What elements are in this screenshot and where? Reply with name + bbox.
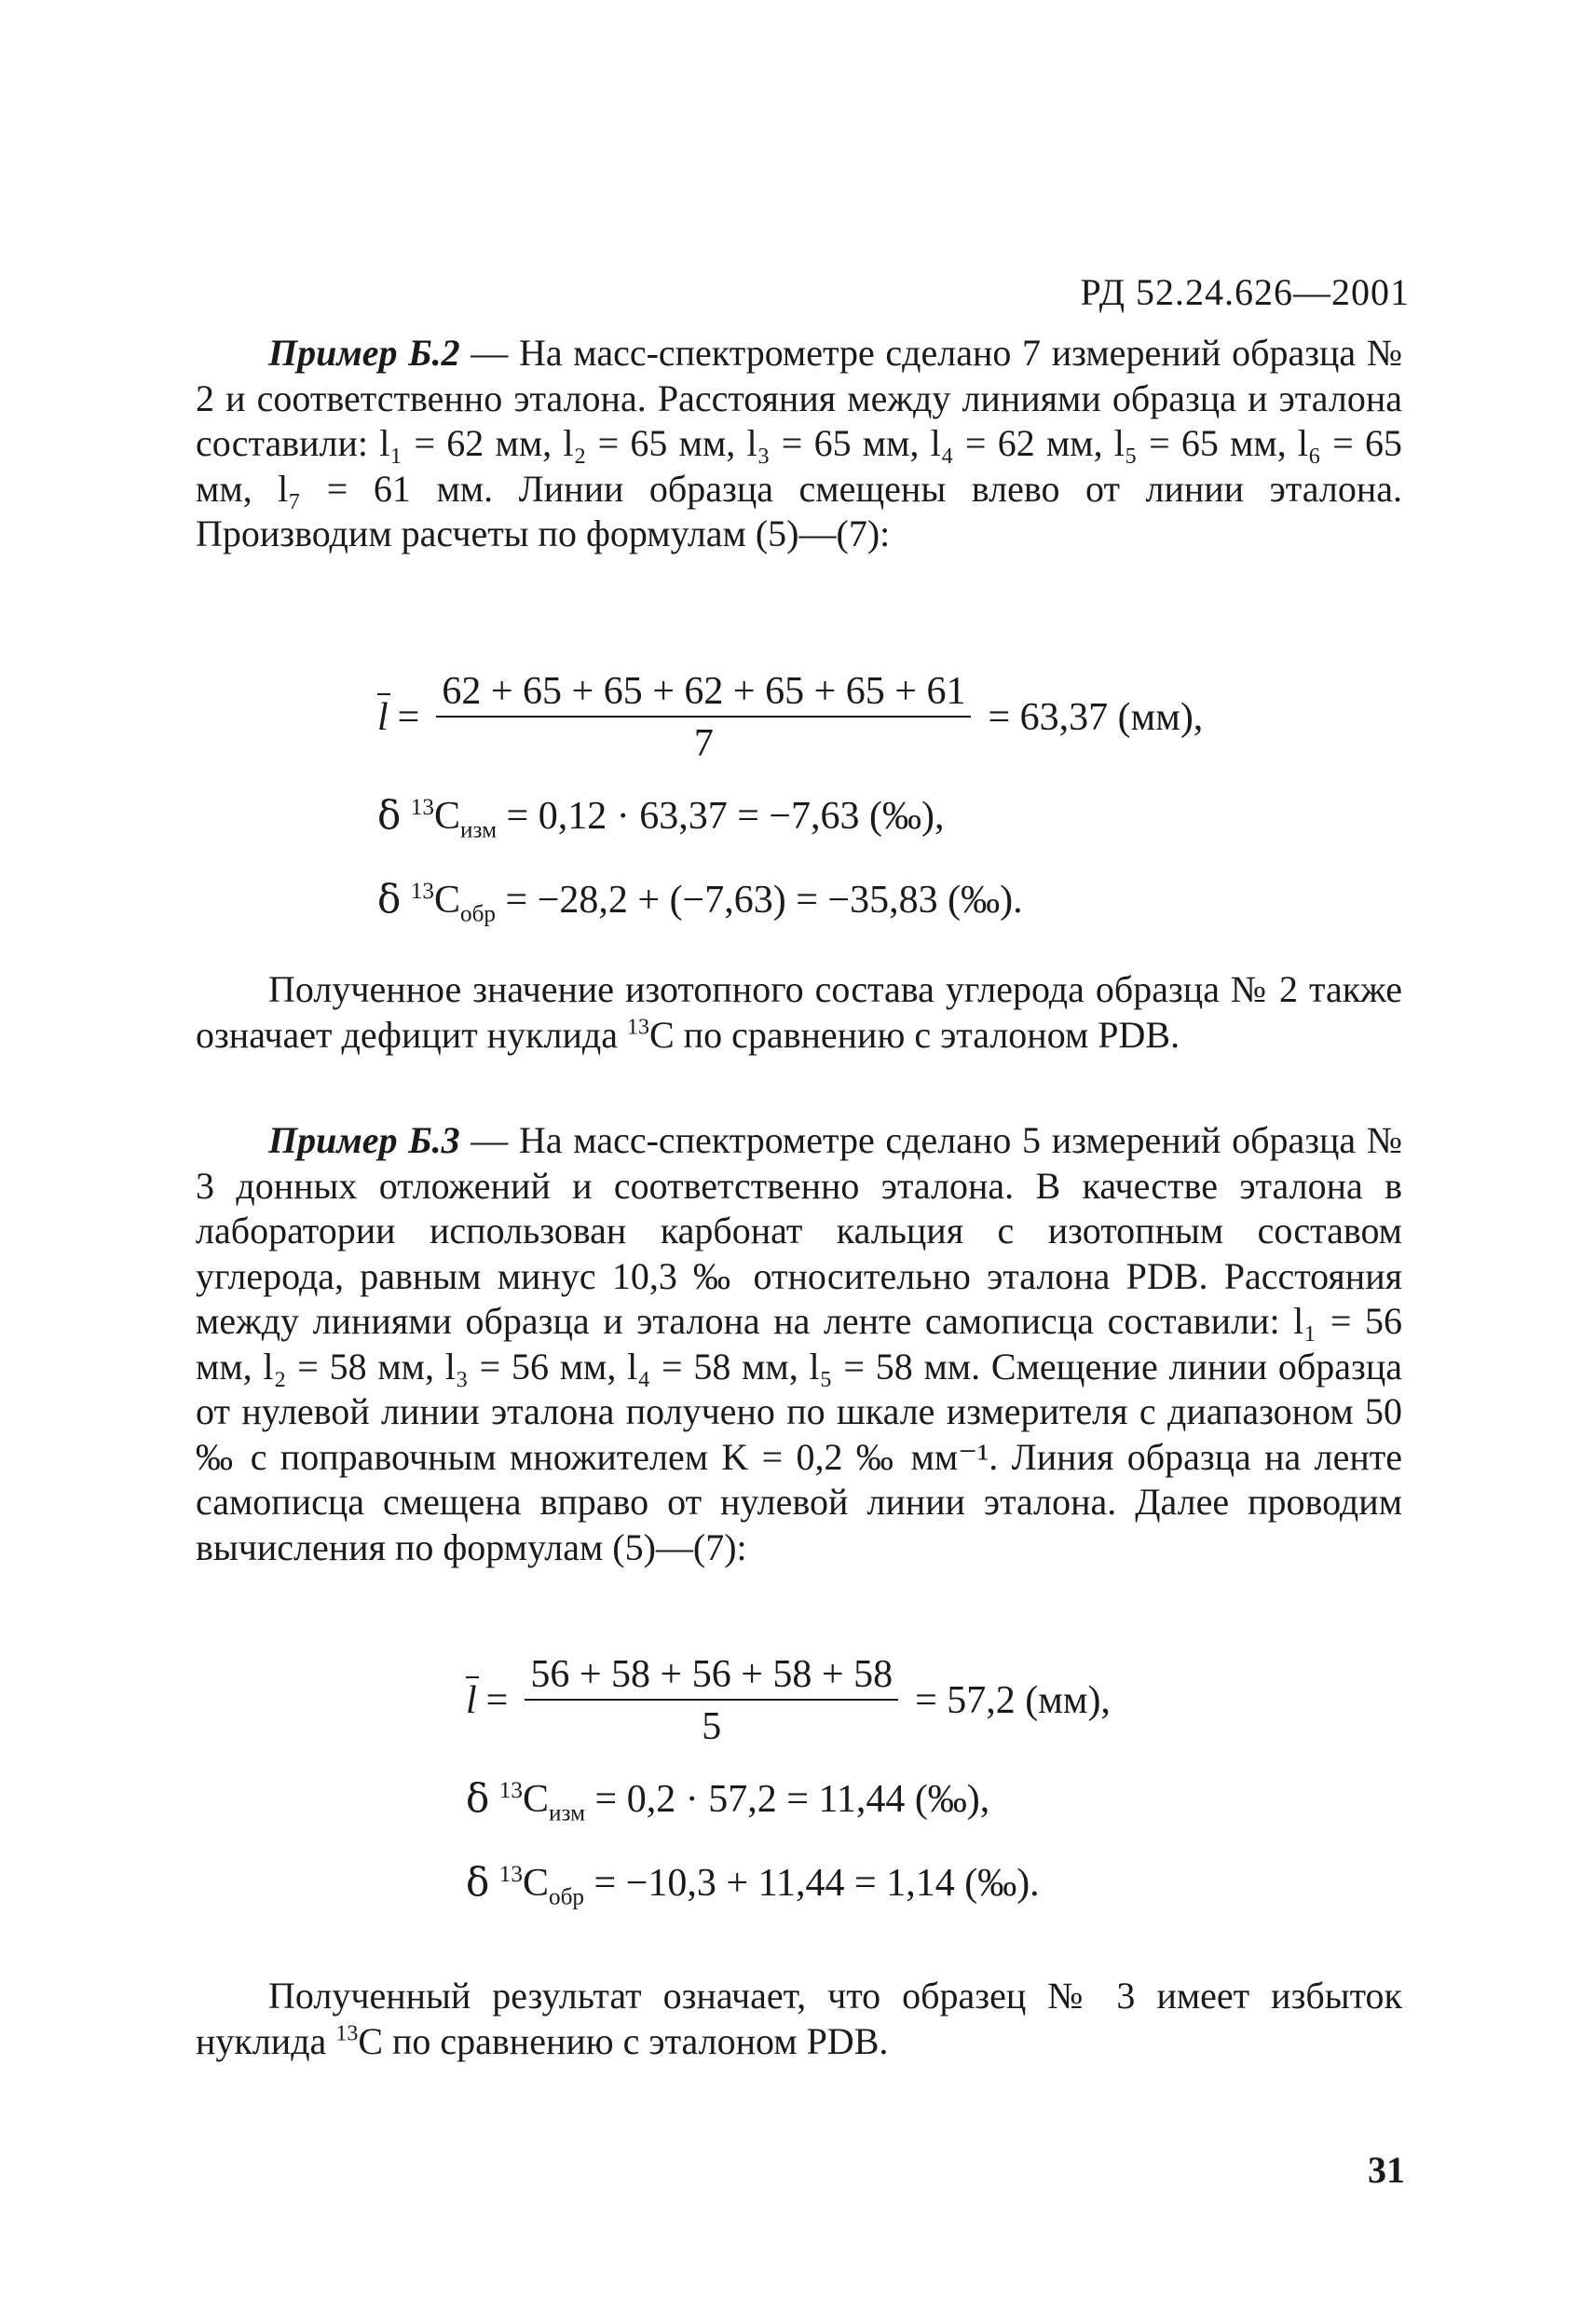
carbon-symbol: C (522, 1778, 549, 1821)
fraction-numerator: 56 + 58 + 56 + 58 + 58 (525, 1652, 898, 1701)
equals-sign: = (485, 1679, 509, 1722)
obr-value: = −10,3 + 11,44 = 1,14 (‰). (584, 1862, 1040, 1905)
conclusion-b3-paragraph (196, 1974, 1402, 2064)
example-b2-text: — На масс-спектрометре сделано 7 измерений образца № 2 и соответственно эталона. Расстояния между линиями образца и эталона составили: l₁ = 62 мм, l₂ = 65 мм, l₃ = 65 мм, l₄ = 62 мм, l₅ = 65 мм, l₆ = 65 мм, l₇ = 61 мм. Линии образца смещены влево от линии эталона. Производим расчеты по формулам (5)—(7): (196, 332, 1402, 554)
formula-delta-meas-b3 (466, 1775, 990, 1826)
subscript-obr: обр (549, 1884, 585, 1910)
formula-delta-obr-b3 (466, 1859, 1040, 1910)
conclusion-b3-tail: C по сравнению с эталоном PDB. (358, 2019, 889, 2062)
example-b3-text: — На масс-спектрометре сделано 5 измерений образца № 3 донных отложений и соответственно эталона. В качестве эталона в лаборатории использован карбонат кальция с изотопным составом углерода, равным минус 10,3 ‰ относительно эталона PDB. Расстояния между линиями образца и эталона на ленте самописца составили: l₁ = 56 мм, l₂ = 58 мм, l₃ = 56 мм, l₄ = 58 мм, l₅ = 58 мм. Смещение линии образца от нулевой линии эталона получено по шкале измерителя с диапазоном 50 ‰ с поправочным множителем K = 0,2 ‰ мм⁻¹. Линия образца на ленте самописца смещена вправо от нулевой линии эталона. Далее проводим вычисления по формулам (5)—(7): (196, 1119, 1402, 1568)
delta-symbol: δ (377, 876, 402, 922)
meas-value: = 0,12 · 63,37 = −7,63 (‰), (497, 795, 945, 838)
isotope-mass: 13 (498, 1862, 523, 1887)
fraction-denominator: 5 (702, 1705, 722, 1748)
isotope-mass: 13 (498, 1778, 523, 1803)
carbon-symbol: C (433, 795, 460, 838)
formula-delta-meas-b2 (377, 792, 945, 843)
fraction (525, 1652, 898, 1749)
meas-value: = 0,2 · 57,2 = 11,44 (‰), (585, 1778, 990, 1821)
mean-l-symbol: l (377, 696, 389, 739)
mean-l-symbol: l (466, 1679, 477, 1722)
conclusion-b2-tail: C по сравнению с эталоном PDB. (649, 1013, 1180, 1056)
document-code-header: РД 52.24.626—2001 (1080, 271, 1410, 313)
delta-symbol: δ (466, 1859, 490, 1905)
delta-symbol: δ (466, 1775, 490, 1821)
example-b2-paragraph (196, 331, 1402, 557)
carbon-symbol: C (433, 879, 460, 922)
mean-result: = 57,2 (мм), (915, 1679, 1111, 1722)
conclusion-b3-text: Полученный результат означает, что образец № 3 имеет избыток нуклида (196, 1975, 1402, 2062)
isotope-mass: 13 (627, 1015, 649, 1040)
subscript-obr: обр (460, 901, 497, 927)
obr-value: = −28,2 + (−7,63) = −35,83 (‰). (496, 879, 1023, 922)
mean-result: = 63,37 (мм), (988, 696, 1204, 739)
formula-mean-l-b3 (466, 1652, 1111, 1749)
formula-mean-l-b2 (377, 669, 1203, 766)
isotope-mass: 13 (410, 879, 434, 904)
example-b2-label: Пример Б.2 (268, 332, 460, 374)
formula-delta-obr-b2 (377, 876, 1023, 927)
subscript-meas: изм (549, 1800, 586, 1826)
equals-sign: = (397, 696, 420, 739)
fraction-denominator: 7 (693, 722, 714, 765)
fraction-numerator: 62 + 65 + 65 + 62 + 65 + 65 + 61 (436, 669, 971, 718)
isotope-mass: 13 (335, 2021, 359, 2046)
example-b3-paragraph (196, 1118, 1402, 1570)
conclusion-b2-paragraph (196, 967, 1402, 1058)
example-b3-label: Пример Б.3 (268, 1119, 460, 1161)
fraction (436, 669, 971, 766)
isotope-mass: 13 (410, 795, 434, 820)
carbon-symbol: C (522, 1862, 549, 1905)
delta-symbol: δ (377, 792, 402, 838)
conclusion-b2-text: Полученное значение изотопного состава углерода образца № 2 также означает дефицит нуклида (196, 968, 1402, 1056)
page-number: 31 (1368, 2149, 1405, 2191)
subscript-meas: изм (460, 817, 498, 843)
